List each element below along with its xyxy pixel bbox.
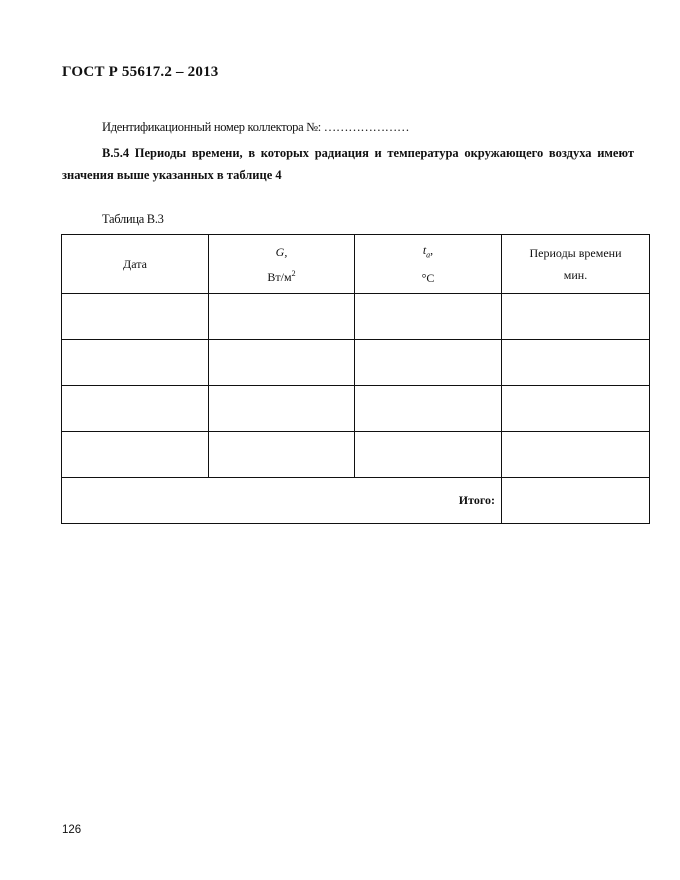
column-header-date: Дата [62,235,209,294]
collector-id-line: Идентификационный номер коллектора №: ………………… [102,120,410,134]
table-row [62,386,650,432]
table-cell [502,340,650,386]
table-cell [502,386,650,432]
document-header: ГОСТ Р 55617.2 – 2013 [62,64,219,80]
table-cell [62,294,209,340]
table-cell [209,294,355,340]
table-cell [209,432,355,478]
table-cell [62,432,209,478]
table-total-row [62,478,650,524]
irradiance-unit: $Вт/м^2$ [267,268,296,284]
table-cell [355,294,502,340]
table-cell [62,386,209,432]
table-cell [355,386,502,432]
table-cell [355,432,502,478]
page-number: 126 [62,824,82,836]
table-row [62,294,650,340]
table-cell [355,340,502,386]
table-row [62,432,650,478]
column-header-temperature: $t_a$, °С [355,235,502,294]
table-row [62,340,650,386]
table-header-row [62,235,650,294]
data-table [61,234,650,524]
table-cell [502,294,650,340]
table-caption: Таблица В.3 [102,212,164,226]
column-header-irradiance: G, $Вт/м^2$ [209,235,355,294]
table-cell [209,386,355,432]
total-value [502,478,650,524]
table-cell [209,340,355,386]
column-header-periods: Периоды времени мин. [502,235,650,294]
table-cell [502,432,650,478]
table-cell [62,340,209,386]
section-title: В.5.4 Периоды времени, в которых радиация и температура окружающего воздуха имеют значения выше указанных в таблице 4 [62,146,634,182]
temperature-unit: °С [421,270,435,285]
total-label: Итого: [62,478,502,524]
